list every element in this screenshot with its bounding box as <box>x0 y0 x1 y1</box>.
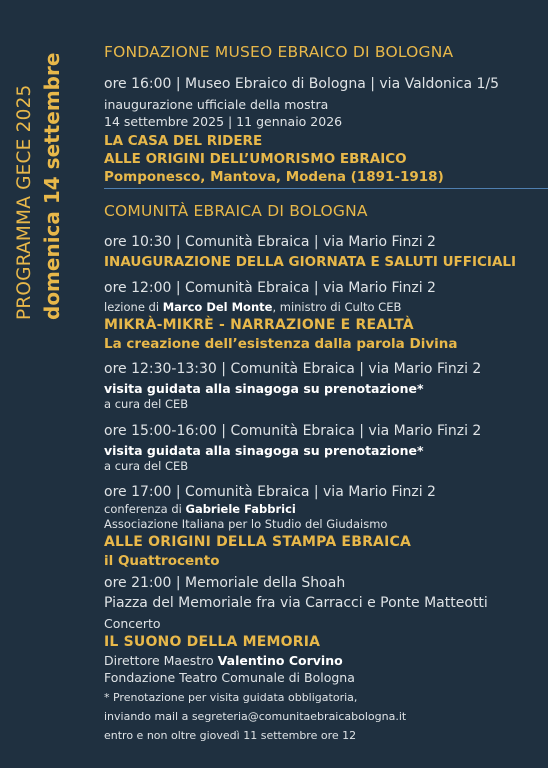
event-title: visita guidata alla sinagoga su prenotazione* <box>104 443 424 458</box>
event-1030 <box>104 232 534 271</box>
event-title: ALLE ORIGINI DELLA STAMPA EBRAICA <box>104 534 412 550</box>
event-dates: 14 settembre 2025 | 11 gennaio 2026 <box>104 114 343 129</box>
speaker-role: , ministro di Culto CEB <box>272 300 402 314</box>
director-name: Valentino Corvino <box>217 653 343 668</box>
event-title: INAUGURAZIONE DELLA GIORNATA E SALUTI UFFICIALI <box>104 254 517 270</box>
speaker-name: Marco Del Monte <box>162 300 273 314</box>
event-title: LA CASA DEL RIDERE <box>104 133 263 149</box>
event-1230 <box>104 359 534 412</box>
event-org: Fondazione Teatro Comunale di Bologna <box>104 670 355 685</box>
program-title: PROGRAMMA GECE 2025 <box>14 84 35 320</box>
event-time: ore 21:00 | Memoriale della Shoah <box>104 575 346 591</box>
event-1700 <box>104 482 534 570</box>
sidebar-program-date <box>10 30 90 320</box>
event-intro: inaugurazione ufficiale della mostra <box>104 97 329 112</box>
section-divider <box>104 188 548 189</box>
event-title: ALLE ORIGINI DELL’UMORISMO EBRAICO <box>104 151 407 167</box>
event-museo <box>104 74 534 186</box>
footnote-line: entro e non oltre giovedì 11 settembre ore 12 <box>104 729 357 742</box>
speaker-prefix: conferenza di <box>104 502 186 516</box>
event-time: ore 10:30 | Comunità Ebraica | via Mario Finzi 2 <box>104 234 436 250</box>
event-time: ore 12:30-13:30 | Comunità Ebraica | via Mario Finzi 2 <box>104 361 482 377</box>
event-kind: Concerto <box>104 616 161 631</box>
footnote <box>104 688 406 745</box>
event-2100 <box>104 573 534 686</box>
section-org-comunita: COMUNITÀ EBRAICA DI BOLOGNA <box>104 202 368 220</box>
event-subtitle: Pomponesco, Mantova, Modena (1891-1918) <box>104 169 444 185</box>
event-time: ore 15:00-16:00 | Comunità Ebraica | via Mario Finzi 2 <box>104 423 482 439</box>
event-1500 <box>104 421 534 474</box>
event-association: Associazione Italiana per lo Studio del Giudaismo <box>104 517 388 531</box>
event-place: Piazza del Memoriale fra via Carracci e Ponte Matteotti <box>104 595 488 611</box>
event-time: ore 16:00 | Museo Ebraico di Bologna | via Valdonica 1/5 <box>104 76 500 92</box>
event-subtitle: La creazione dell’esistenza dalla parola Divina <box>104 336 458 352</box>
footnote-line: * Prenotazione per visita guidata obbligatoria, <box>104 691 358 704</box>
event-title: MIKRÀ-MIKRÈ - NARRAZIONE E REALTÀ <box>104 317 414 333</box>
event-note: a cura del CEB <box>104 459 189 473</box>
event-subtitle: il Quattrocento <box>104 553 220 569</box>
event-title: IL SUONO DELLA MEMORIA <box>104 634 321 650</box>
sidebar-rotated-text <box>10 30 64 320</box>
event-time: ore 12:00 | Comunità Ebraica | via Mario Finzi 2 <box>104 280 436 296</box>
event-note: a cura del CEB <box>104 397 189 411</box>
footnote-line: inviando mail a segreteria@comunitaebraicabologna.it <box>104 710 407 723</box>
program-date: domenica 14 settembre <box>40 52 64 320</box>
event-speaker-line <box>104 502 534 517</box>
event-speaker-line <box>104 300 534 315</box>
speaker-prefix: lezione di <box>104 300 163 314</box>
section-org-museo: FONDAZIONE MUSEO EBRAICO DI BOLOGNA <box>104 43 454 61</box>
event-time: ore 17:00 | Comunità Ebraica | via Mario Finzi 2 <box>104 484 436 500</box>
speaker-name: Gabriele Fabbrici <box>185 502 296 516</box>
event-title: visita guidata alla sinagoga su prenotazione* <box>104 381 424 396</box>
event-1200 <box>104 278 534 353</box>
director-prefix: Direttore Maestro <box>104 653 218 668</box>
event-director-line <box>104 652 534 669</box>
